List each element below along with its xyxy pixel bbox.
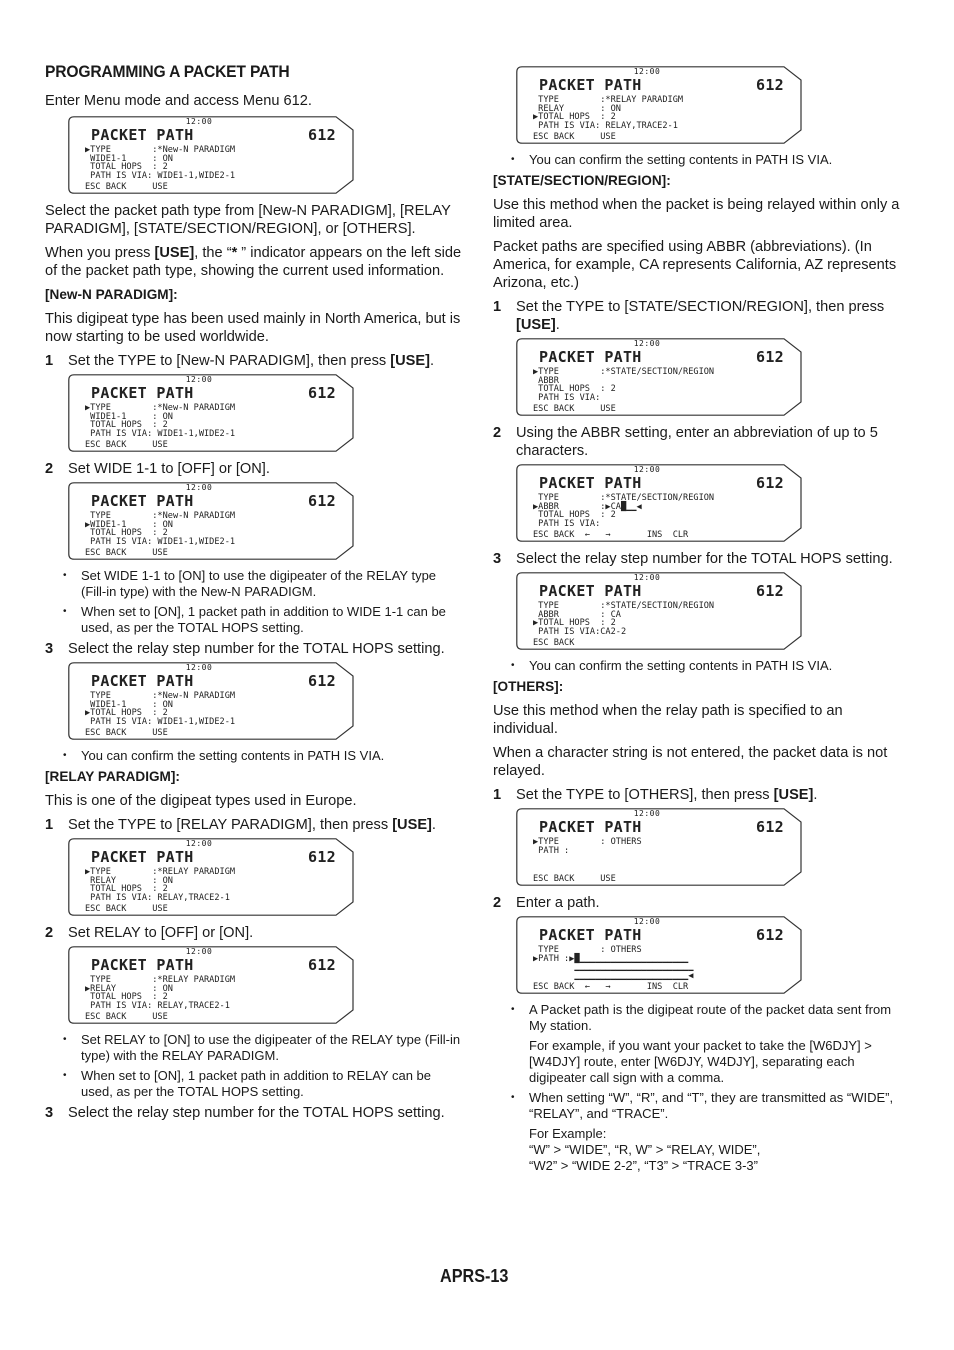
lcd-clock: 12:00: [633, 917, 661, 926]
lcd-row: PATH IS VIA: RELAY,TRACE2-1: [85, 892, 230, 903]
lcd-row: TOTAL HOPS : 2: [85, 420, 168, 431]
right-column: [493, 66, 908, 1178]
step: 3 Select the relay step number for the TOTAL HOPS setting.: [493, 551, 893, 567]
lcd-softkeys: ESC BACK USE: [533, 874, 616, 884]
lcd-menu-number: 612: [756, 926, 784, 944]
section-title: PROGRAMMING A PACKET PATH: [45, 62, 290, 81]
bullet-note: • A Packet path is the digipeat route of the packet data sent from My station.: [511, 1002, 892, 1033]
lcd-row: PATH :: [533, 845, 570, 856]
lcd-row: ▶ABBR :▶CA█▁▁◀: [533, 501, 642, 512]
lcd-softkeys: ESC BACK ← → INS CLR: [533, 982, 689, 992]
lcd-row: TYPE :*STATE/SECTION/REGION: [533, 493, 715, 503]
lcd-clock: 12:00: [633, 67, 661, 76]
paragraph: This is one of the digipeat types used in Europe.: [45, 793, 357, 809]
lcd-row: ▶RELAY : ON: [85, 983, 173, 994]
lcd-softkeys: ESC BACK USE: [533, 132, 616, 142]
lcd-title: PACKET PATH 612: [539, 348, 784, 366]
step: 3 Select the relay step number for the TOTAL HOPS setting.: [45, 1105, 445, 1121]
subheading-new-n: [New-N PARADIGM]:: [45, 287, 178, 302]
lcd-clock: 12:00: [185, 483, 213, 492]
lcd-row: ▶TYPE :*RELAY PARADIGM: [85, 867, 236, 877]
lcd-rows: [533, 602, 714, 636]
step: 2 Enter a path.: [493, 895, 600, 911]
lcd-rows: [85, 404, 235, 438]
step: 2 Using the ABBR setting, enter an abbreviation of up to 5 characters.: [493, 425, 878, 459]
lcd-clock: 12:00: [185, 663, 213, 672]
lcd-screen: [516, 808, 802, 886]
lcd-rows: [533, 368, 714, 402]
step: 1 Set the TYPE to [RELAY PARADIGM], then press [USE].: [45, 817, 436, 833]
lcd-row: PATH IS VIA: WIDE1-1,WIDE2-1: [85, 536, 236, 547]
lcd-row: ABBR: [533, 375, 559, 386]
lcd-row: ABBR : CA: [533, 609, 621, 620]
lcd-menu-number: 612: [308, 492, 336, 510]
lcd-softkeys: ESC BACK: [533, 638, 575, 648]
lcd-row: TOTAL HOPS : 2: [533, 510, 616, 521]
bullet-continuation: “W2” > “WIDE 2-2”, “T3” > “TRACE 3-3”: [529, 1158, 758, 1173]
lcd-row: PATH IS VIA:: [533, 518, 601, 529]
lcd-row: TOTAL HOPS : 2: [85, 884, 168, 895]
step: 3 Select the relay step number for the TOTAL HOPS setting.: [45, 641, 445, 657]
lcd-row: ▶TYPE :*STATE/SECTION/REGION: [533, 367, 715, 377]
paragraph: Select the packet path type from [New-N PARADIGM], [RELAY PARADIGM], [STATE/SECTION/REGION], or [OTHERS].: [45, 203, 451, 237]
lcd-title: PACKET PATH 612: [91, 384, 336, 402]
lcd-menu-number: 612: [308, 956, 336, 974]
lcd-row: RELAY : ON: [85, 875, 173, 886]
lcd-screen: [68, 482, 354, 560]
bullet-note: • You can confirm the setting contents in PATH IS VIA.: [63, 748, 385, 763]
lcd-rows: [85, 976, 235, 1010]
lcd-screen: [68, 374, 354, 452]
lcd-row: TOTAL HOPS : 2: [85, 528, 168, 539]
lcd-menu-number: 612: [756, 76, 784, 94]
lcd-row: ▶TOTAL HOPS : 2: [533, 112, 616, 123]
subheading-others: [OTHERS]:: [493, 679, 564, 694]
lcd-row: WIDE1-1 : ON: [85, 411, 173, 422]
subheading-relay: [RELAY PARADIGM]:: [45, 769, 180, 784]
lcd-row: ▶TYPE :*New-N PARADIGM: [85, 403, 236, 413]
lcd-title: PACKET PATH 612: [539, 76, 784, 94]
bullet-note: • Set WIDE 1-1 to [ON] to use the digipeater of the RELAY type (Fill-in type) with the New-N PARADIGM.: [63, 568, 437, 599]
lcd-row: ▶TOTAL HOPS : 2: [85, 708, 168, 719]
bullet-note: • When set to [ON], 1 packet path in addition to RELAY can be used, as per the TOTAL HOPS setting.: [63, 1068, 432, 1099]
lcd-row: PATH IS VIA: WIDE1-1,WIDE2-1: [85, 170, 236, 181]
lcd-row: PATH IS VIA:CA2-2: [533, 626, 627, 637]
lcd-clock: 12:00: [185, 117, 213, 126]
lcd-row: PATH IS VIA: WIDE1-1,WIDE2-1: [85, 428, 236, 439]
step: 2 Set WIDE 1-1 to [OFF] or [ON].: [45, 461, 270, 477]
lcd-clock: 12:00: [633, 809, 661, 818]
lcd-row: [533, 855, 642, 864]
lcd-row: TYPE : OTHERS: [533, 945, 642, 955]
step: 1 Set the TYPE to [New-N PARADIGM], then press [USE].: [45, 353, 435, 369]
step: 2 Set RELAY to [OFF] or [ON].: [45, 925, 254, 941]
lcd-row: TYPE :*New-N PARADIGM: [85, 511, 236, 521]
paragraph: When a character string is not entered, the packet data is not relayed.: [493, 745, 888, 779]
lcd-softkeys: ESC BACK ← → INS CLR: [533, 530, 689, 540]
lcd-menu-number: 612: [308, 126, 336, 144]
lcd-screen: [516, 338, 802, 416]
lcd-rows: [85, 146, 235, 180]
lcd-screen: [68, 116, 354, 194]
lcd-softkeys: ESC BACK USE: [533, 404, 616, 414]
paragraph: Packet paths are specified using ABBR (abbreviations). (In America, for example, CA represents California, AZ represents Arizona, etc.): [493, 239, 897, 291]
lcd-row: PATH IS VIA: RELAY,TRACE2-1: [85, 1000, 230, 1011]
lcd-clock: 12:00: [185, 375, 213, 384]
lcd-row: RELAY : ON: [533, 103, 621, 114]
subheading-state: [STATE/SECTION/REGION]:: [493, 173, 671, 188]
lcd-row: ▁▁▁▁▁▁▁▁▁▁▁▁▁▁▁▁▁▁▁▁▁▁◀: [533, 970, 694, 981]
lcd-rows: [533, 946, 693, 980]
lcd-row: TOTAL HOPS : 2: [85, 162, 168, 173]
lcd-rows: [85, 692, 235, 726]
lcd-softkeys: ESC BACK USE: [85, 728, 168, 738]
lcd-row: ▶PATH :▶█▁▁▁▁▁▁▁▁▁▁▁▁▁▁▁▁▁▁▁▁▁: [533, 953, 689, 964]
lcd-row: ▶TOTAL HOPS : 2: [533, 618, 616, 629]
lcd-title: PACKET PATH 612: [539, 582, 784, 600]
lcd-clock: 12:00: [633, 573, 661, 582]
lcd-softkeys: ESC BACK USE: [85, 182, 168, 192]
bullet-note: • When setting “W”, “R”, and “T”, they are transmitted as “WIDE”, “RELAY”, and “TRACE”.: [511, 1090, 894, 1121]
lcd-row: PATH IS VIA: RELAY,TRACE2-1: [533, 120, 678, 131]
lcd-softkeys: ESC BACK USE: [85, 1012, 168, 1022]
lcd-menu-number: 612: [756, 348, 784, 366]
intro-text: Enter Menu mode and access Menu 612.: [45, 93, 312, 109]
lcd-title: PACKET PATH 612: [91, 672, 336, 690]
bullet-continuation: For Example:: [529, 1126, 607, 1141]
lcd-row: TYPE :*RELAY PARADIGM: [85, 975, 236, 985]
lcd-row: [533, 864, 642, 873]
lcd-menu-number: 612: [756, 582, 784, 600]
lcd-row: ▁▁▁▁▁▁▁▁▁▁▁▁▁▁▁▁▁▁▁▁▁▁▁: [533, 962, 694, 973]
lcd-clock: 12:00: [185, 839, 213, 848]
lcd-screen: [68, 946, 354, 1024]
paragraph: When you press [USE], the “* ” indicator appears on the left side of the packet path type, showing the current used information.: [45, 245, 462, 279]
lcd-row: PATH IS VIA: WIDE1-1,WIDE2-1: [85, 716, 236, 727]
lcd-title: PACKET PATH 612: [539, 474, 784, 492]
bullet-note: • You can confirm the setting contents in PATH IS VIA.: [511, 152, 833, 167]
lcd-row: TYPE :*RELAY PARADIGM: [533, 95, 684, 105]
paragraph: Use this method when the relay path is specified to an individual.: [493, 703, 843, 737]
lcd-rows: [533, 838, 642, 872]
bullet-continuation: “W” > “WIDE”, “R, W” > “RELAY, WIDE”,: [529, 1142, 761, 1157]
lcd-title: PACKET PATH 612: [91, 126, 336, 144]
lcd-row: ▶TYPE : OTHERS: [533, 837, 642, 847]
lcd-row: WIDE1-1 : ON: [85, 153, 173, 164]
lcd-screen: [516, 572, 802, 650]
lcd-menu-number: 612: [756, 818, 784, 836]
page-number: APRS-13: [440, 1266, 509, 1286]
bullet-continuation: For example, if you want your packet to take the [W6DJY] > [W4DJY] route, enter [W6DJY, W4DJY], separating each digipeater call sign with a comma.: [529, 1038, 872, 1085]
lcd-row: ▶TYPE :*New-N PARADIGM: [85, 145, 236, 155]
lcd-screen: [516, 464, 802, 542]
bullet-note: • You can confirm the setting contents in PATH IS VIA.: [511, 658, 833, 673]
step: 1 Set the TYPE to [STATE/SECTION/REGION], then press [USE].: [493, 299, 885, 333]
lcd-rows: [533, 96, 683, 130]
lcd-rows: [85, 868, 235, 902]
lcd-row: PATH IS VIA:: [533, 392, 601, 403]
lcd-softkeys: ESC BACK USE: [85, 548, 168, 558]
lcd-menu-number: 612: [308, 848, 336, 866]
lcd-title: PACKET PATH 612: [91, 956, 336, 974]
left-column: [45, 62, 463, 1126]
paragraph: Use this method when the packet is being relayed within only a limited area.: [493, 197, 900, 231]
step: 1 Set the TYPE to [OTHERS], then press [USE].: [493, 787, 818, 803]
lcd-row: TYPE :*STATE/SECTION/REGION: [533, 601, 715, 611]
lcd-screen: [516, 66, 802, 144]
lcd-row: TYPE :*New-N PARADIGM: [85, 691, 236, 701]
lcd-menu-number: 612: [308, 384, 336, 402]
lcd-title: PACKET PATH 612: [91, 492, 336, 510]
lcd-title: PACKET PATH 612: [539, 926, 784, 944]
lcd-clock: 12:00: [633, 465, 661, 474]
lcd-row: WIDE1-1 : ON: [85, 699, 173, 710]
lcd-clock: 12:00: [185, 947, 213, 956]
bullet-note: • Set RELAY to [ON] to use the digipeater of the RELAY type (Fill-in type) with the RELAY PARADIGM.: [63, 1032, 461, 1063]
lcd-screen: [516, 916, 802, 994]
lcd-rows: [533, 494, 714, 528]
bullet-note: • When set to [ON], 1 packet path in addition to WIDE 1-1 can be used, as per the TOTAL HOPS setting.: [63, 604, 446, 635]
lcd-rows: [85, 512, 235, 546]
lcd-menu-number: 612: [756, 474, 784, 492]
lcd-title: PACKET PATH 612: [539, 818, 784, 836]
lcd-clock: 12:00: [633, 339, 661, 348]
lcd-title: PACKET PATH 612: [91, 848, 336, 866]
lcd-screen: [68, 662, 354, 740]
lcd-screen: [68, 838, 354, 916]
lcd-row: ▶WIDE1-1 : ON: [85, 519, 173, 530]
lcd-menu-number: 612: [308, 672, 336, 690]
lcd-softkeys: ESC BACK USE: [85, 904, 168, 914]
lcd-softkeys: ESC BACK USE: [85, 440, 168, 450]
lcd-row: TOTAL HOPS : 2: [533, 384, 616, 395]
paragraph: This digipeat type has been used mainly in North America, but is now starting to be used worldwide.: [45, 311, 461, 345]
lcd-row: TOTAL HOPS : 2: [85, 992, 168, 1003]
